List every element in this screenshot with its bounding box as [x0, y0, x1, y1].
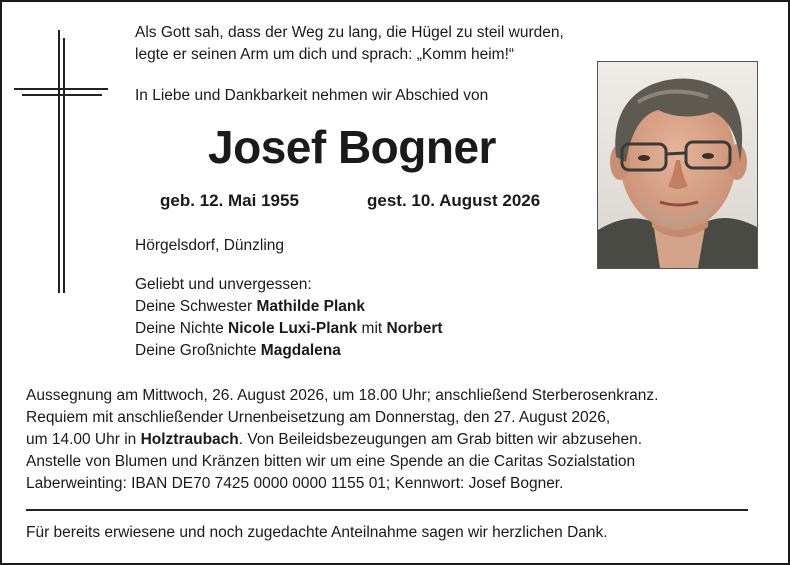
notice-line: Anstelle von Blumen und Kränzen bitten wir um eine Spende an die Caritas Sozialstation: [26, 453, 636, 470]
portrait-icon: [598, 62, 757, 268]
mourners-list: [135, 274, 443, 362]
portrait-photo: [597, 61, 758, 269]
notice-line: Aussegnung am Mittwoch, 26. August 2026, um 18.00 Uhr; anschließend Sterberosenkranz.: [26, 387, 659, 404]
deceased-name: Josef Bogner: [208, 121, 496, 173]
notice-line: um 14.00 Uhr in Holztraubach. Von Beileidsbezeugungen am Grab bitten wir abzusehen.: [26, 431, 643, 448]
mourner-line: Deine Großnichte Magdalena: [135, 342, 341, 359]
birth-date: geb. 12. Mai 1955: [160, 191, 299, 210]
verse-line-1: Als Gott sah, dass der Weg zu lang, die Hügel zu steil wurden,: [135, 24, 564, 41]
notice-line: Laberweinting: IBAN DE70 7425 0000 0000 1155 01; Kennwort: Josef Bogner.: [26, 475, 564, 492]
mourner-line: Deine Schwester Mathilde Plank: [135, 298, 366, 315]
divider: [26, 509, 748, 511]
notice-line: Requiem mit anschließender Urnenbeisetzung am Donnerstag, den 27. August 2026,: [26, 409, 611, 426]
verse-line-2: legte er seinen Arm um dich und sprach: „Komm heim!“: [135, 46, 515, 63]
thanks-text: Für bereits erwiesene und noch zugedachte Anteilnahme sagen wir herzlichen Dank.: [26, 524, 608, 541]
intro-text: In Liebe und Dankbarkeit nehmen wir Abschied von: [135, 87, 489, 104]
death-date: gest. 10. August 2026: [367, 191, 541, 210]
residence: Hörgelsdorf, Dünzling: [135, 237, 285, 254]
service-notice: [26, 385, 658, 495]
verse: [135, 22, 564, 66]
mourner-line: Deine Nichte Nicole Luxi-Plank mit Norbert: [135, 320, 443, 337]
mourners-heading: Geliebt und unvergessen:: [135, 276, 312, 293]
